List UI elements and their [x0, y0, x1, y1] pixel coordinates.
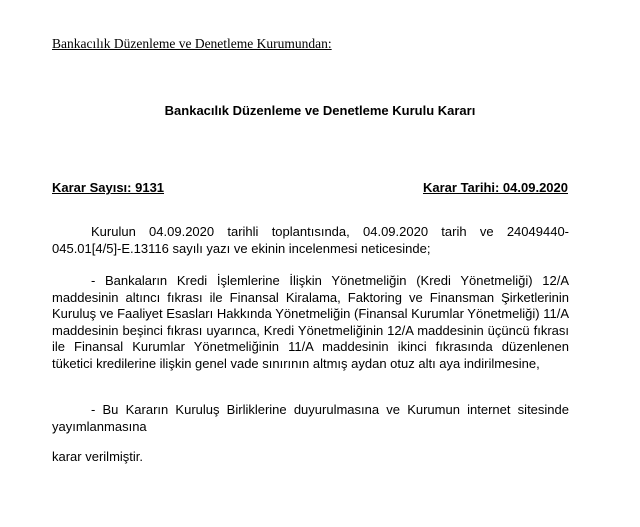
- paragraph-intro: Kurulun 04.09.2020 tarihli toplantısında, 04.09.2020 tarih ve 24049440-045.01[4/5]-E.13116 sayılı yazı ve ekinin incelenmesi neticesinde;: [52, 224, 569, 256]
- document-title: Bankacılık Düzenleme ve Denetleme Kurulu Kararı: [164, 103, 476, 118]
- decision-number: Karar Sayısı: 9131: [52, 180, 165, 195]
- paragraph-decision-item-2: - Bu Kararın Kuruluş Birliklerine duyurulmasına ve Kurumun internet sitesinde yayımlanmasına: [52, 402, 569, 434]
- closing-statement: karar verilmiştir.: [52, 449, 144, 464]
- decision-date: Karar Tarihi: 04.09.2020: [422, 180, 568, 195]
- paragraph-decision-item-1: - Bankaların Kredi İşlemlerine İlişkin Yönetmeliğin (Kredi Yönetmeliği) 12/A maddesinin altıncı fıkrası ile Finansal Kiralama, Faktoring ve Finansman Şirketlerinin Kuruluş ve Faaliyet Esasları Hakkında Yönetmeliğin (Finansal Kurumlar Yönetmeliği) 11/A maddesinin beşinci fıkrası uyarınca, Kredi Yönetmeliğinin 12/A maddesinin üçüncü fıkrası ile Finansal Kurumlar Yönetmeliğinin 11/A maddesinin ikinci fıkrasında düzenlenen tüketici kredilerine ilişkin genel vade sınırının altmış aydan otuz altı aya indirilmesine,: [52, 273, 569, 371]
- issuing-authority-header: Bankacılık Düzenleme ve Denetleme Kurumundan:: [52, 36, 332, 51]
